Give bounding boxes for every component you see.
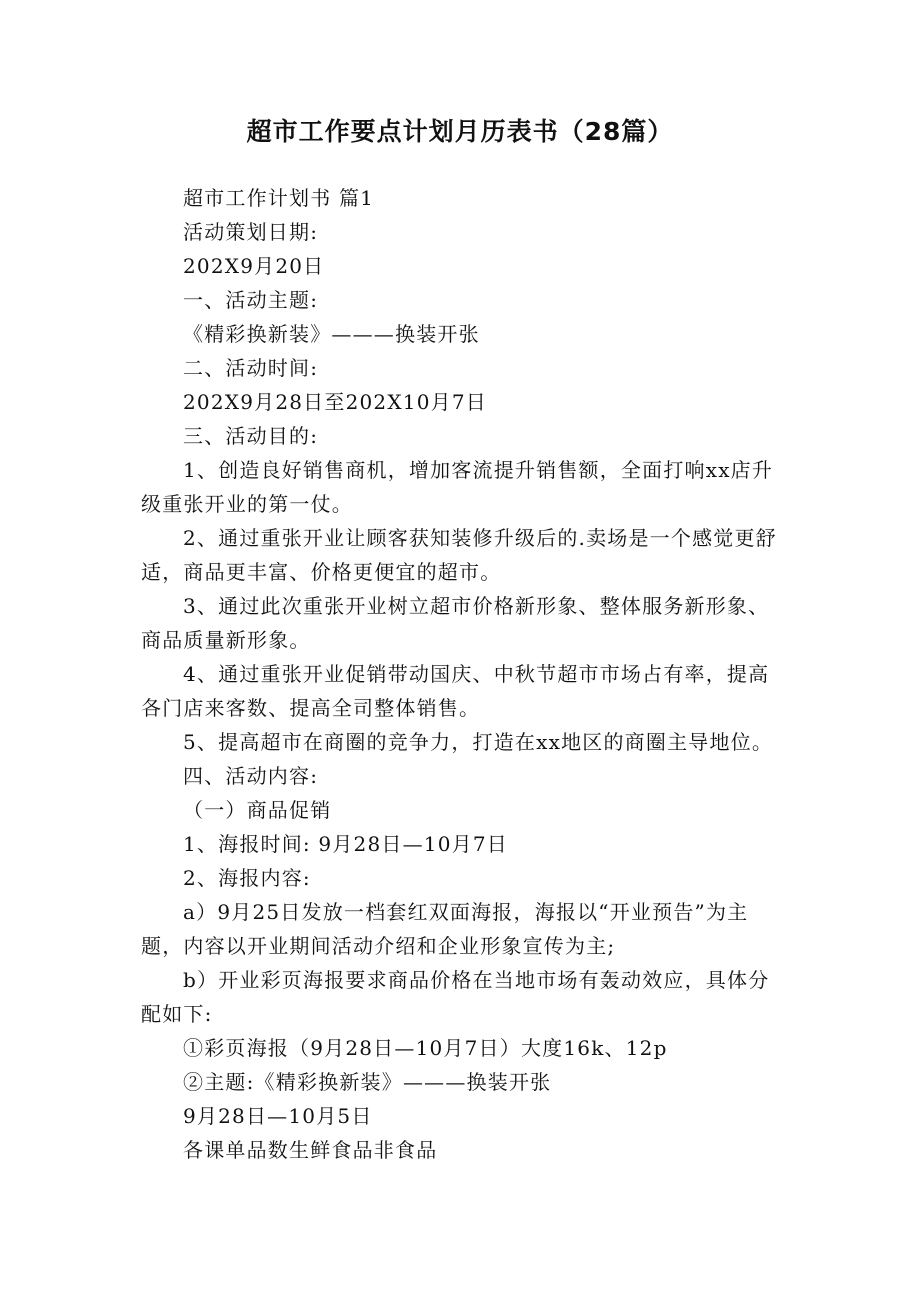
date-range: 9月28日—10月5日 <box>183 1104 373 1128</box>
poster-item-b: b）开业彩页海报要求商品价格在当地市场有轰动效应，具体分配如下: <box>141 968 770 1026</box>
time-text: 202X9月28日至202X10月7日 <box>183 390 487 414</box>
poster-sub-2: ②主题:《精彩换新装》———换装开张 <box>183 1070 552 1094</box>
purpose-item-3: 3、通过此次重张开业树立超市价格新形象、整体服务新形象、商品质量新形象。 <box>141 594 770 652</box>
plan-date-label: 活动策划日期: <box>183 220 319 244</box>
promo-section-heading: （一）商品促销 <box>183 798 332 822</box>
section-heading: 超市工作计划书 篇1 <box>183 186 375 210</box>
poster-content-heading: 2、海报内容: <box>183 866 311 890</box>
document-title: 超市工作要点计划月历表书（28篇） <box>246 117 674 146</box>
theme-text: 《精彩换新装》———换装开张 <box>183 322 480 346</box>
purpose-item-1: 1、创造良好销售商机，增加客流提升销售额，全面打响xx店升级重张开业的第一仗。 <box>141 458 774 516</box>
table-header-line: 各课单品数生鲜食品非食品 <box>183 1138 438 1162</box>
purpose-item-4: 4、通过重张开业促销带动国庆、中秋节超市市场占有率，提高各门店来客数、提高全司整体销售。 <box>141 662 770 720</box>
purpose-item-5: 5、提高超市在商圈的竞争力，打造在xx地区的商圈主导地位。 <box>183 730 774 754</box>
plan-date: 202X9月20日 <box>183 254 325 278</box>
document-body <box>141 181 783 1167</box>
poster-time: 1、海报时间: 9月28日—10月7日 <box>183 832 508 856</box>
poster-sub-1: ①彩页海报（9月28日—10月7日）大度16k、12p <box>183 1036 668 1060</box>
content-heading: 四、活动内容: <box>183 764 319 788</box>
time-heading: 二、活动时间: <box>183 356 319 380</box>
purpose-heading: 三、活动目的: <box>183 424 319 448</box>
purpose-item-2: 2、通过重张开业让顾客获知装修升级后的.卖场是一个感觉更舒适，商品更丰富、价格更便宜的超市。 <box>141 526 777 584</box>
poster-item-a: a）9月25日发放一档套红双面海报，海报以“开业预告”为主题，内容以开业期间活动介绍和企业形象宣传为主; <box>141 900 749 958</box>
theme-heading: 一、活动主题: <box>183 288 319 312</box>
